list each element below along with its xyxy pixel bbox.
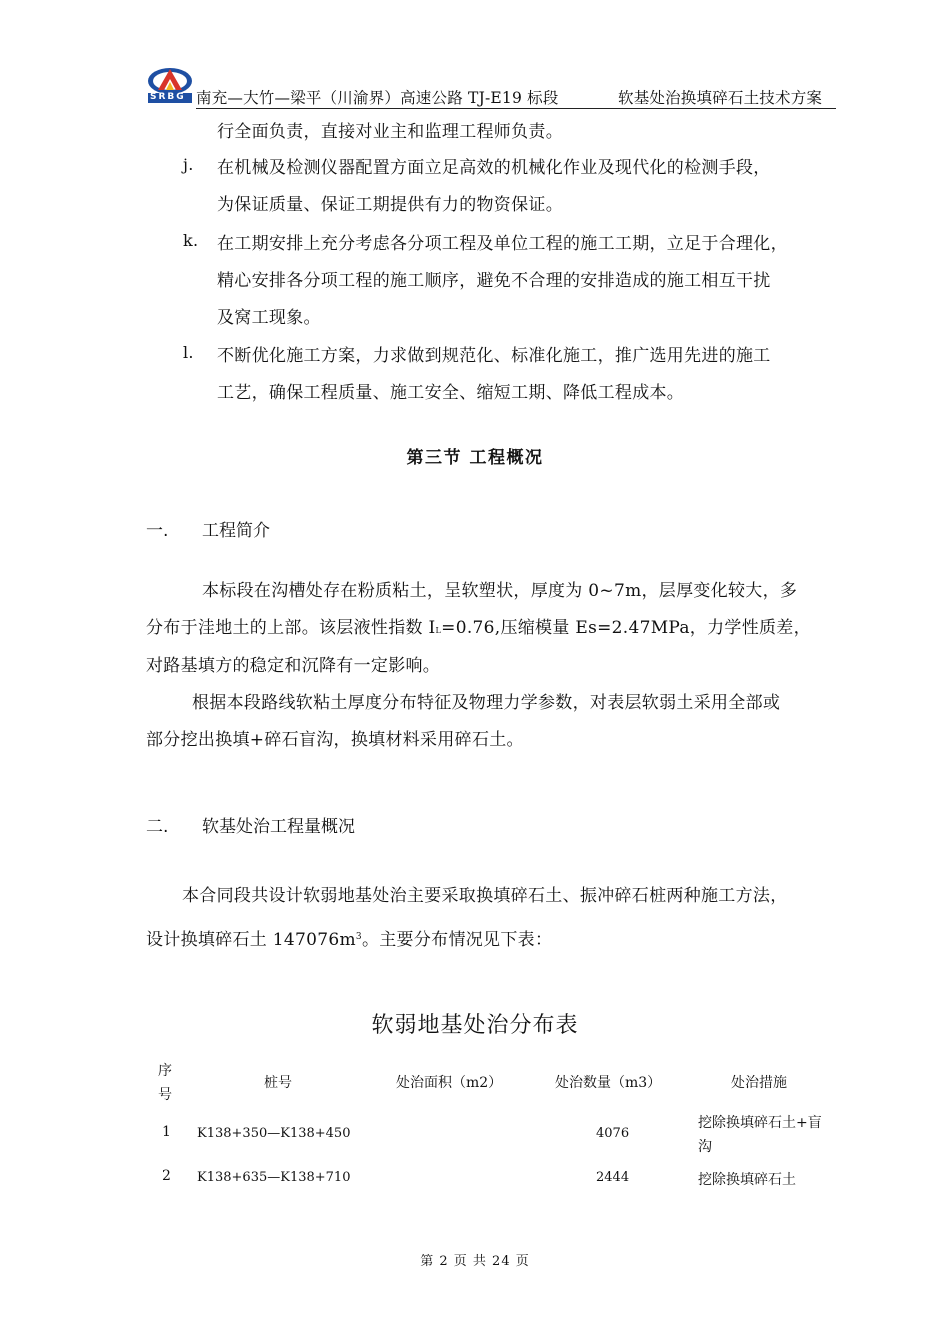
cubic-superscript: 3 [355, 932, 362, 942]
sec1-paragraph-line: 分布于洼地土的上部。该层液性指数 IL=0.76,压缩模量 Es=2.47MPa，力学性质差， [146, 618, 811, 638]
item-k-line: 精心安排各分项工程的施工顺序，避免不合理的安排造成的施工相互干扰 [217, 271, 771, 291]
table-row-measure: 挖除换填碎石土 [698, 1172, 796, 1188]
sec2-heading: 软基处治工程量概况 [202, 817, 355, 837]
item-l-line: 工艺，确保工程质量、施工安全、缩短工期、降低工程成本。 [217, 383, 685, 403]
table-row-quantity: 4076 [596, 1126, 630, 1141]
sec2-paragraph-line: 设计换填碎石土 $147076m^3$。主要分布情况见下表： [146, 930, 553, 950]
item-j-line: 为保证质量、保证工期提供有力的物资保证。 [217, 195, 563, 215]
table-header-seq: 号 [158, 1087, 172, 1103]
sec1-paragraph-line: 本标段在沟槽处存在粉质粘土，呈软塑状，厚度为 0~7m，层厚变化较大，多 [202, 581, 798, 601]
item-l-marker: l. [183, 343, 194, 362]
company-logo [144, 66, 196, 104]
table-row-seq: 1 [162, 1124, 171, 1140]
item-k-line: 在工期安排上充分考虑各分项工程及单位工程的施工工期，立足于合理化， [217, 234, 788, 254]
sec2-number: 二. [146, 817, 169, 837]
table-header-quantity: 处治数量（m3） [555, 1075, 662, 1091]
sec2-paragraph-line: 本合同段共设计软弱地基处治主要采取换填碎石土、振冲碎石桩两种施工方法， [182, 886, 788, 906]
table-header-measure: 处治措施 [731, 1075, 787, 1091]
table-row-seq: 2 [162, 1168, 171, 1184]
sec1-number: 一. [146, 521, 169, 541]
item-j-marker: j. [183, 155, 194, 174]
header-project-title: 南充—大竹—梁平（川渝界）高速公路 TJ-E19 标段 [196, 89, 559, 107]
sec1-paragraph-line: 对路基填方的稳定和沉降有一定影响。 [146, 656, 441, 676]
table-row-measure: 沟 [698, 1139, 712, 1155]
header-document-title: 软基处治换填碎石土技术方案 [618, 89, 823, 107]
sec1-heading: 工程简介 [202, 521, 270, 541]
sec1-paragraph-line: 根据本段路线软粘土厚度分布特征及物理力学参数，对表层软弱土采用全部或 [192, 693, 781, 713]
header-divider [196, 108, 836, 109]
table-row-quantity: 2444 [596, 1170, 630, 1185]
liquidity-index-subscript: L [435, 626, 442, 635]
item-i-continuation: 行全面负责，直接对业主和监理工程师负责。 [217, 122, 563, 142]
table-row-station: K138+350—K138+450 [197, 1126, 351, 1141]
logo-text: SRBG [150, 92, 186, 102]
section-title: 第三节 工程概况 [406, 448, 544, 468]
page-number-footer: 第 2 页 共 24 页 [420, 1254, 530, 1269]
sec1-paragraph-line: 部分挖出换填+碎石盲沟，换填材料采用碎石土。 [146, 730, 524, 750]
table-header-station: 桩号 [264, 1075, 292, 1091]
table-header-area: 处治面积（m2） [396, 1075, 503, 1091]
table-row-measure: 挖除换填碎石土+盲 [698, 1115, 822, 1131]
item-j-line: 在机械及检测仪器配置方面立足高效的机械化作业及现代化的检测手段， [217, 158, 771, 178]
table-header-seq: 序 [158, 1063, 172, 1079]
table-row-station: K138+635—K138+710 [197, 1170, 351, 1185]
table-title: 软弱地基处治分布表 [371, 1013, 579, 1038]
item-k-marker: k. [183, 231, 199, 250]
item-k-line: 及窝工现象。 [217, 308, 321, 328]
item-l-line: 不断优化施工方案，力求做到规范化、标准化施工，推广选用先进的施工 [217, 346, 771, 366]
